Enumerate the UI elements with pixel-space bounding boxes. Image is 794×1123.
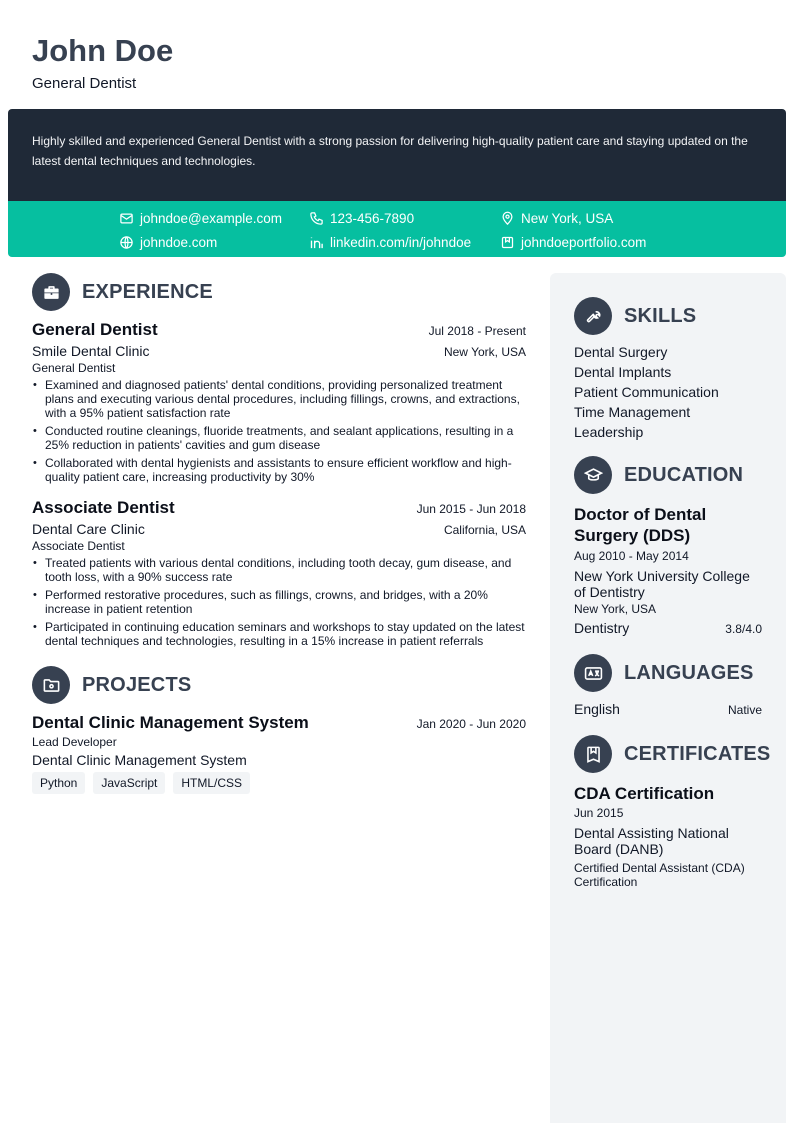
project-role: Lead Developer [32,735,117,749]
map-pin-icon [500,211,515,226]
contact-phone-text: 123-456-7890 [330,210,415,226]
certificates-heading [574,735,771,773]
project-tag: Python [32,772,85,794]
projects-title: PROJECTS [82,673,192,696]
education-date: Aug 2010 - May 2014 [574,549,689,563]
globe-icon [119,235,134,250]
skills-title: SKILLS [624,304,697,327]
job-bullet: • Treated patients with various dental conditions, including tooth decay, gum disease, and tooth loss, with a 90% success rate [32,556,526,584]
language-item [574,701,762,717]
candidate-title: General Dentist [32,75,137,92]
contact-website[interactable] [119,233,217,251]
skills-list [574,342,762,442]
contact-website-text: johndoe.com [140,234,218,250]
job-title: Associate Dentist [32,498,175,517]
project-tag: JavaScript [93,772,165,794]
education-degree: Doctor of Dental Surgery (DDS) [574,505,707,545]
contact-linkedin[interactable] [309,233,471,251]
summary-text: Highly skilled and experienced General Dentist with a strong passion for delivering high-quality patient care and staying updated on the latest dental techniques and technologies. [32,134,748,168]
job-location: New York, USA [443,345,526,359]
certificates-title: CERTIFICATES [624,742,771,765]
education-location: New York, USA [574,602,657,616]
job-bullet: • Performed restorative procedures, such as fillings, crowns, and bridges, with a 20% increase in patient retention [32,588,526,616]
skill-item: Dental Surgery [574,344,668,360]
project-entry [32,713,526,794]
skills-heading [574,297,762,335]
phone-icon [309,211,324,226]
skill-item: Time Management [574,404,691,420]
experience-heading [32,273,526,311]
job-bullet: • Participated in continuing education seminars and workshops to stay updated on the latest dental techniques and technologies, resulting in a 15% increase in patient referrals [32,620,526,648]
experience-entry [32,320,526,484]
certificate-issuer: Dental Assisting National Board (DANB) [574,825,729,857]
contact-portfolio-text: johndoeportfolio.com [521,234,647,250]
contact-location [500,209,613,227]
resume-header [32,32,173,92]
project-title: Dental Clinic Management System [32,713,309,732]
candidate-name: John Doe [32,33,174,68]
job-date: Jul 2018 - Present [428,324,526,338]
contact-portfolio[interactable] [500,233,646,251]
education-gpa: 3.8/4.0 [725,622,762,636]
language-name: English [574,701,620,717]
project-date: Jan 2020 - Jun 2020 [416,717,526,731]
education-heading [574,456,762,494]
project-tag: HTML/CSS [173,772,250,794]
linkedin-icon [309,235,324,250]
education-entry [574,504,762,636]
languages-title: LANGUAGES [624,661,754,684]
job-bullets [32,378,526,484]
contact-linkedin-text: linkedin.com/in/johndoe [330,234,472,250]
project-description: Dental Clinic Management System [32,752,247,768]
contact-location-text: New York, USA [521,210,614,226]
contact-phone[interactable] [309,209,414,227]
projects-heading [32,666,526,704]
summary-band [8,109,786,201]
certificate-entry [574,783,762,889]
project-tags [32,772,526,794]
briefcase-icon [32,273,70,311]
job-bullet: • Conducted routine cleanings, fluoride treatments, and sealant applications, resulting in a 25% reduction in patients' cavities and gum disease [32,424,526,452]
education-school: New York University College of Dentistry [574,568,750,600]
job-role: Associate Dentist [32,539,125,553]
experience-title: EXPERIENCE [82,280,213,303]
job-bullets [32,556,526,648]
certificate-name: CDA Certification [574,784,715,803]
skill-item: Leadership [574,424,644,440]
job-date: Jun 2015 - Jun 2018 [416,502,526,516]
language-icon [574,654,612,692]
job-company: Smile Dental Clinic [32,343,150,359]
folder-icon [32,666,70,704]
job-company: Dental Care Clinic [32,521,145,537]
job-bullet: • Collaborated with dental hygienists and assistants to ensure efficient workflow and high-quality patient care, increasing productivity by 30% [32,456,526,484]
right-column [550,273,786,1123]
certificate-description: Certified Dental Assistant (CDA) Certification [574,861,745,889]
contact-email-text: johndoe@example.com [140,210,283,226]
education-title: EDUCATION [624,463,744,486]
job-role: General Dentist [32,361,116,375]
portfolio-icon [500,235,515,250]
skill-item: Patient Communication [574,384,719,400]
left-column [32,273,526,794]
contact-email[interactable] [119,209,282,227]
experience-entry [32,498,526,648]
certificate-date: Jun 2015 [574,806,624,820]
graduation-cap-icon [574,456,612,494]
skill-item: Dental Implants [574,364,672,380]
contact-band [8,201,786,257]
education-field: Dentistry [574,620,630,636]
languages-heading [574,654,762,692]
job-title: General Dentist [32,320,158,339]
job-location: California, USA [443,523,526,537]
certificate-icon [574,735,612,773]
wrench-icon [574,297,612,335]
language-level: Native [727,703,762,717]
job-bullet: • Examined and diagnosed patients' dental conditions, providing personalized treatment plans and executing various dental procedures, including fillings, crowns, and extractions, with a 95% patient satisfaction rate [32,378,526,420]
mail-icon [119,211,134,226]
